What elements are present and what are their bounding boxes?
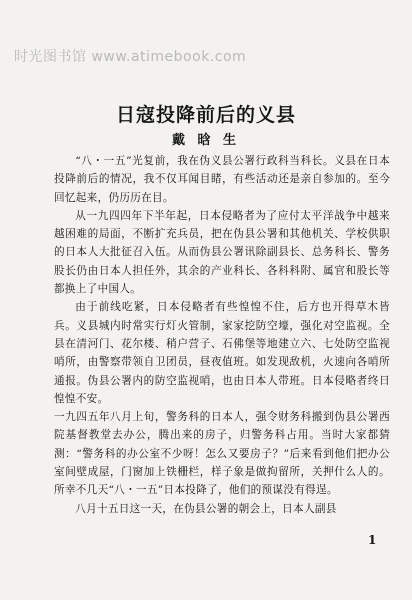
page-number: 1 (368, 533, 377, 547)
article-title: 日寇投降前后的义县 (115, 104, 296, 126)
paragraph-3: 由于前线吃紧，日本侵略者有些惶惶不住，后方也开得草木皆兵。义县城内时常实行灯火管制，家家挖防空壕，强化对空监视。全县在清河门、花尔楼、稍户营子、石佛堡等地建立六、七处防空监视哨所，由警察带领自卫团员，昼夜值班。如发现敌机，火速向各哨所通报。伪县公署内的防空监视哨，也由日本人带班。日本侵略者终日惶惶不安。 (54, 301, 390, 405)
paragraph-5: 八月十五日这一天，在伪县公署的朝会上，日本人副县 (75, 502, 337, 515)
article-body (54, 152, 390, 518)
watermark-text: 时光图书馆 www.atimebook.com (14, 49, 247, 65)
paragraph-1: “八・一五”光复前，我在伪义县公署行政科当科长。义县在日本投降前后的情况，我不仅耳闻目睹，有些活动还是亲自参加的。至今回忆起来，仍历历在目。 (54, 155, 390, 204)
article-author: 戴 晗 生 (171, 133, 241, 148)
paragraph-4: 一九四五年八月上旬，警务科的日本人，强令财务科搬到伪县公署西院基督教堂去办公，腾出来的房子，归警务科占用。当时大家都猜测：“警务科的办公室不少呀！怎么又要房子？”后来看到他们把办公室间壁成屋，门窗加上铁栅栏，样子象是做拘留所，关押什么人的。所幸不几天“八・一五”日本投降了，他们的预谋没有得逞。 (54, 411, 390, 497)
paragraph-2: 从一九四四年下半年起，日本侵略者为了应付太平洋战争中越来越困难的局面，不断扩充兵员，把在伪县公署和其他机关、学校供职的日本人大批征召入伍。从而伪县公署讯除副县长、总务科长、警务股长仍由日本人担任外，其余的产业科长、各科科附、属官和股长等都换上了中国人。 (54, 209, 390, 296)
